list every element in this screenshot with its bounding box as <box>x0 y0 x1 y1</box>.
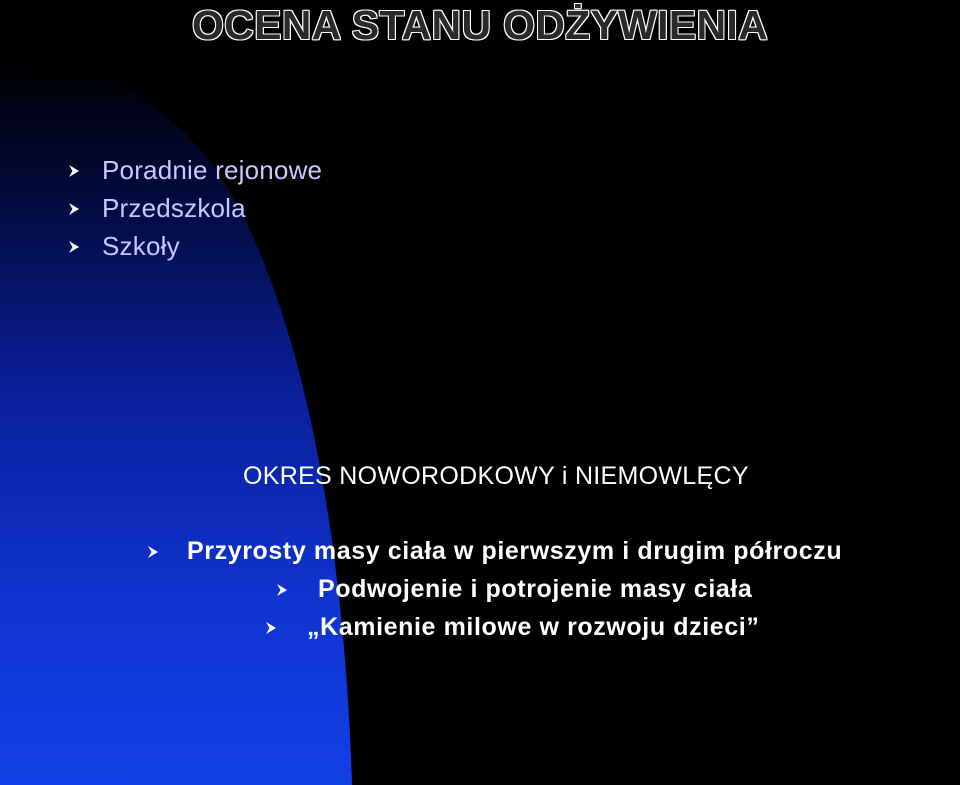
list-item-text: Podwojenie i potrojenie masy ciała <box>318 575 753 603</box>
list-item-text: Przedszkola <box>102 193 246 223</box>
list-item <box>68 193 246 224</box>
arrowhead-bullet-icon <box>68 164 80 178</box>
arrowhead-bullet-icon <box>276 583 288 597</box>
list-item <box>147 537 842 566</box>
list-item-text: „Kamienie milowe w rozwoju dzieci” <box>307 613 760 641</box>
arrowhead-bullet-icon <box>68 202 80 216</box>
list-item <box>68 231 180 262</box>
slide-title: OCENA STANU ODŻYWIENIA <box>191 2 769 48</box>
list-item <box>265 613 759 642</box>
arrowhead-bullet-icon <box>265 621 277 635</box>
section-heading: OKRES NOWORODKOWY i NIEMOWLĘCY <box>243 462 749 490</box>
list-item-text: Przyrosty masy ciała w pierwszym i drugim półroczu <box>187 537 843 565</box>
arrowhead-bullet-icon <box>68 240 80 254</box>
list-item-text: Poradnie rejonowe <box>102 155 323 185</box>
arrowhead-bullet-icon <box>147 545 159 559</box>
list-item-text: Szkoły <box>102 231 180 261</box>
list-item <box>68 155 322 186</box>
list-item <box>276 575 752 604</box>
